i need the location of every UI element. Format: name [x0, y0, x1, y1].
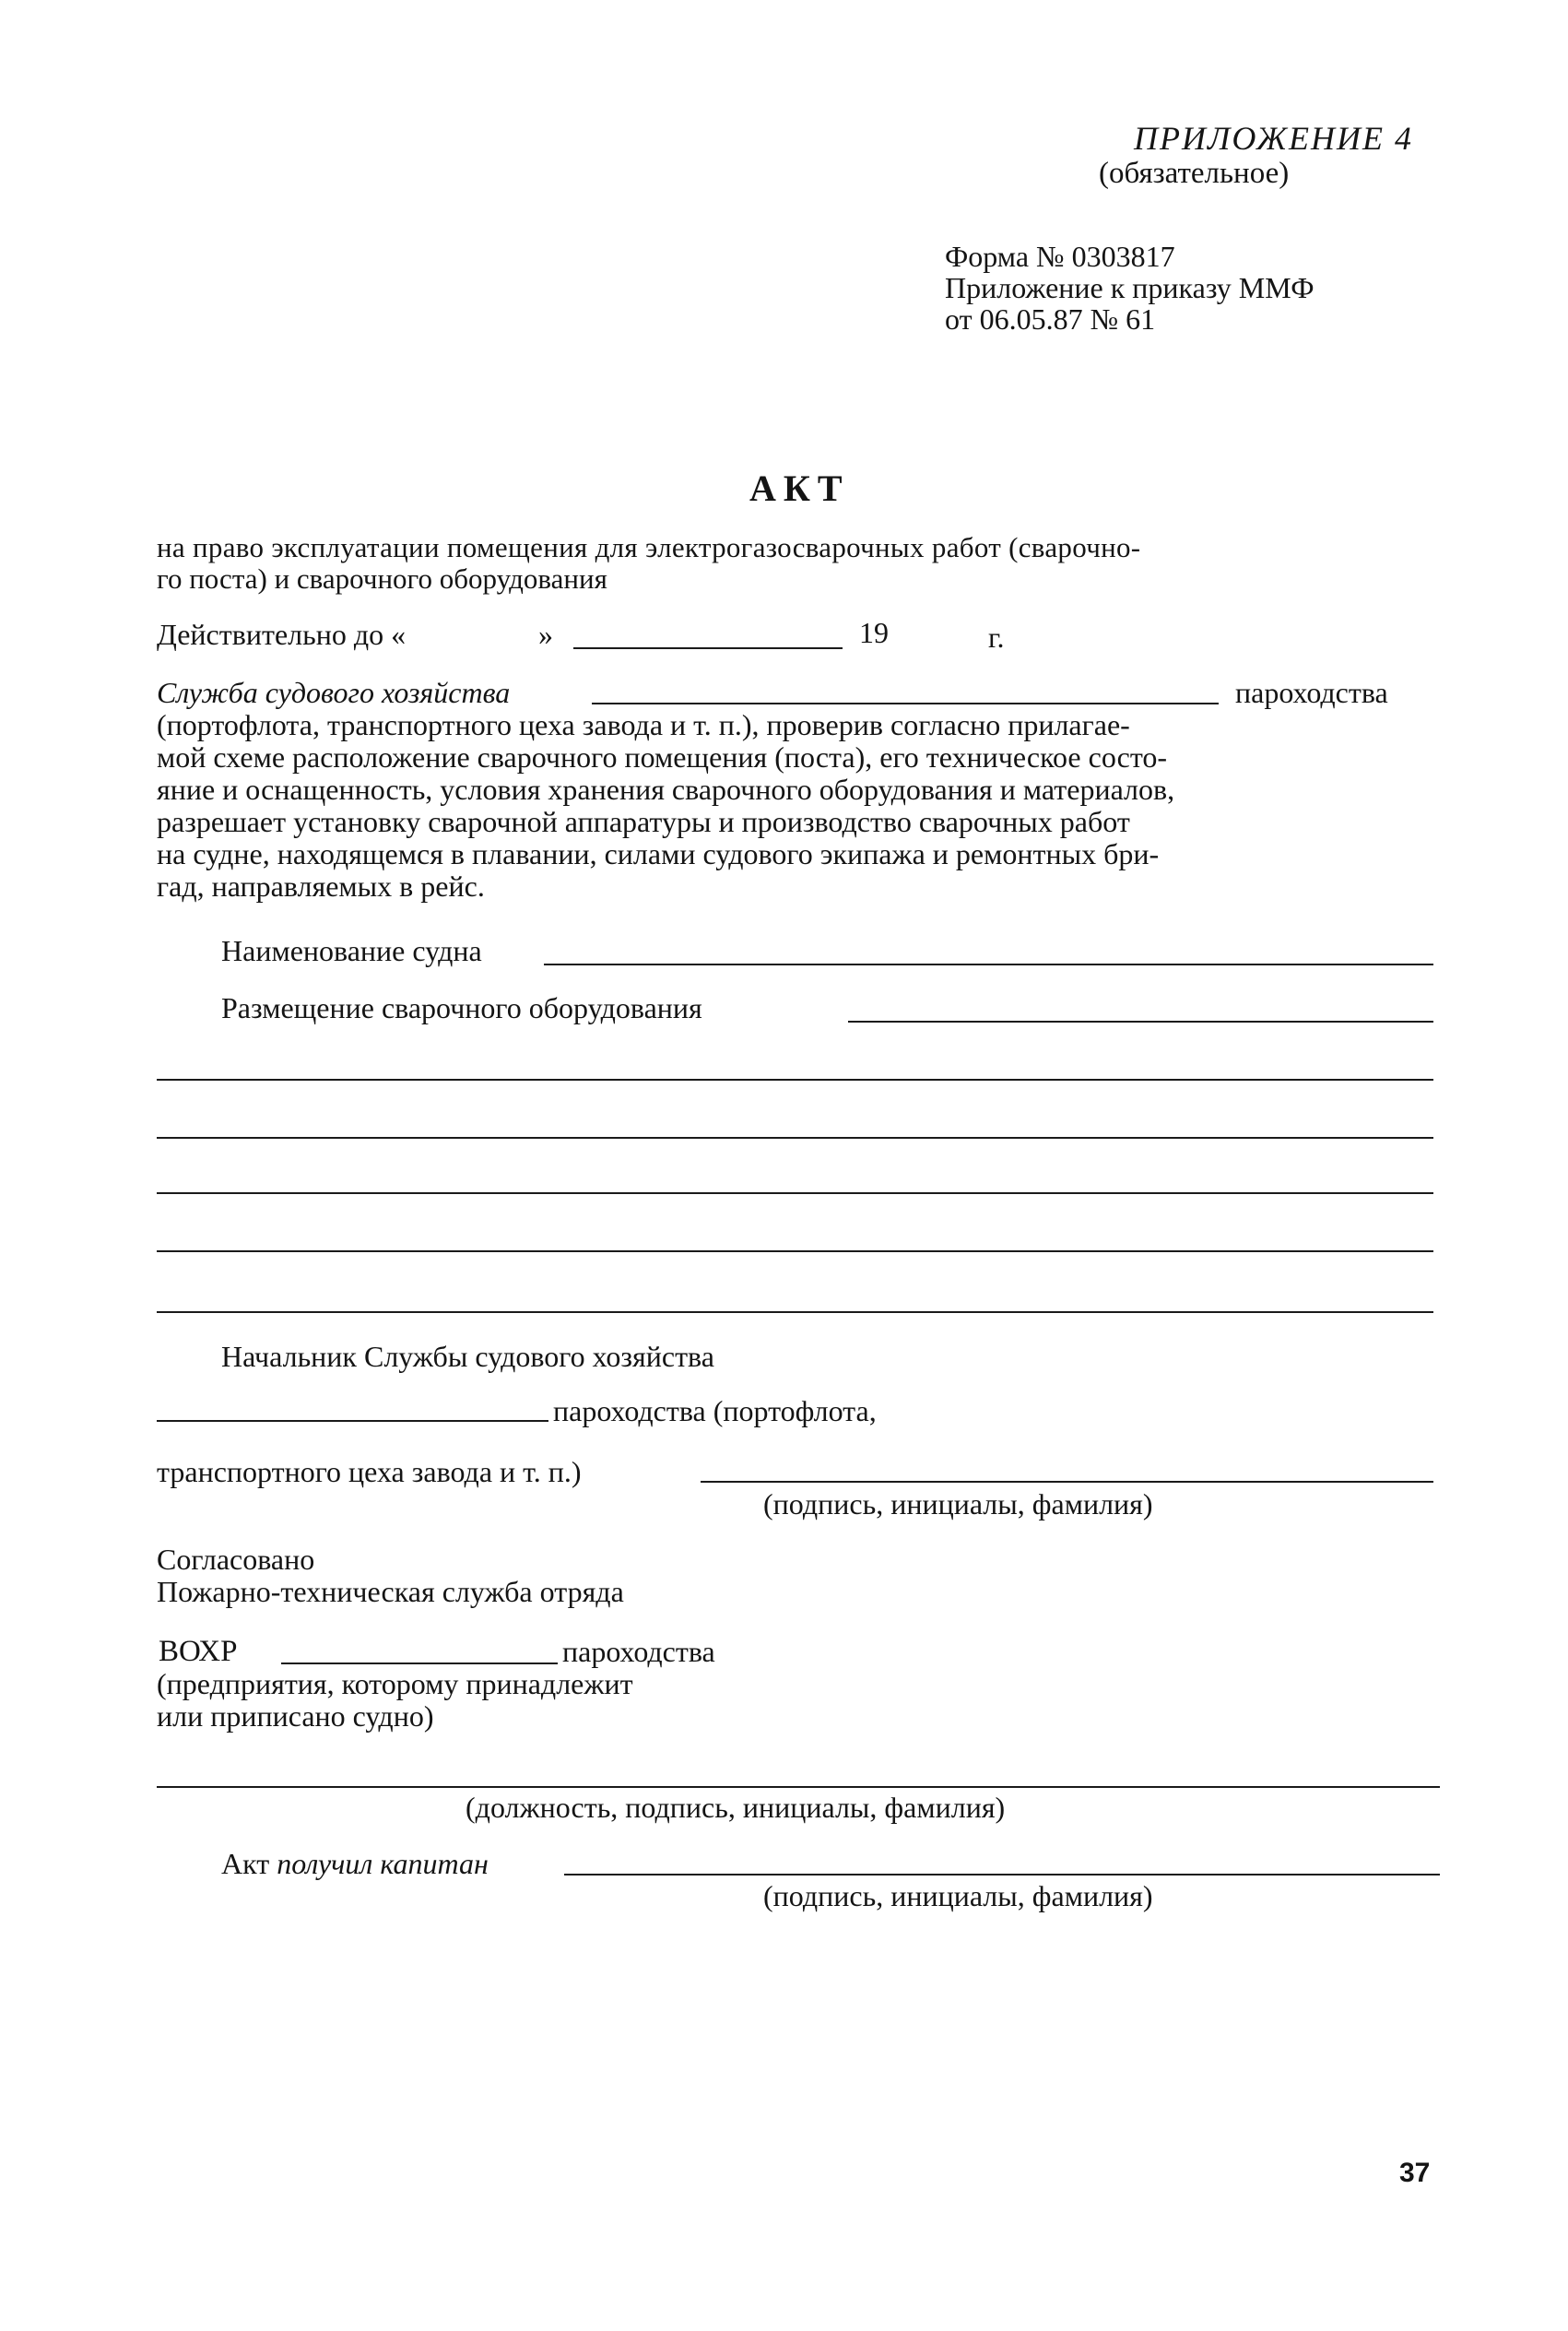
- act-subtitle-line-1: на право эксплуатации помещения для электрогазосварочных работ (сварочно-: [157, 531, 1141, 563]
- vohr-line[interactable]: [281, 1662, 558, 1664]
- agreed-label: Согласовано: [157, 1543, 315, 1576]
- fire-service-label: Пожарно-техническая служба отряда: [157, 1575, 624, 1608]
- equipment-extra-line-1[interactable]: [157, 1079, 1433, 1081]
- enterprise-line-1: (предприятия, которому принадлежит: [157, 1667, 633, 1700]
- transport-shop-label: транспортного цеха завода и т. п.): [157, 1455, 582, 1488]
- equipment-placement-line[interactable]: [848, 1021, 1433, 1023]
- equipment-extra-line-3[interactable]: [157, 1192, 1433, 1194]
- act-body-paragraph: [157, 709, 1431, 903]
- vohr-shipping: пароходства: [562, 1635, 715, 1668]
- head-signature-line[interactable]: [701, 1481, 1433, 1483]
- body-line-5: на судне, находящемся в плавании, силами судового экипажа и ремонтных бри-: [157, 837, 1160, 870]
- validity-month-line[interactable]: [573, 647, 843, 649]
- validity-quote-close: »: [538, 618, 553, 651]
- act-heading: АКТ: [749, 467, 850, 509]
- form-number: Форма № 0303817: [945, 240, 1175, 273]
- body-line-1: (портофлота, транспортного цеха завода и т. п.), проверив согласно прилагае-: [157, 708, 1130, 741]
- appendix-title: ПРИЛОЖЕНИЕ 4: [1134, 120, 1413, 157]
- head-shipping-portfleet: пароходства (портофлота,: [553, 1394, 877, 1427]
- ship-name-label: Наименование судна: [221, 934, 482, 967]
- validity-prefix: Действительно до «: [157, 618, 407, 651]
- position-caption: (должность, подпись, инициалы, фамилия): [466, 1791, 1006, 1824]
- head-signature-caption: (подпись, инициалы, фамилия): [763, 1487, 1153, 1520]
- service-name-line[interactable]: [592, 703, 1219, 704]
- validity-year-prefix: 19: [859, 616, 889, 649]
- enterprise-line-2: или приписано судно): [157, 1699, 434, 1733]
- position-signature-line[interactable]: [157, 1786, 1440, 1788]
- service-shipping-suffix: пароходства: [1235, 676, 1388, 709]
- form-date: от 06.05.87 № 61: [945, 302, 1156, 336]
- validity-year-suffix: г.: [988, 621, 1005, 654]
- equipment-placement-label: Размещение сварочного оборудования: [221, 991, 702, 1024]
- form-order: Приложение к приказу ММФ: [945, 271, 1315, 304]
- captain-signature-line[interactable]: [564, 1874, 1440, 1875]
- page-number: 37: [1399, 2158, 1431, 2188]
- body-line-3: яние и оснащенность, условия хранения сварочного оборудования и материалов,: [157, 773, 1175, 806]
- ship-name-line[interactable]: [544, 964, 1433, 965]
- captain-label-text: Акт получил капитан: [221, 1847, 489, 1880]
- captain-label: [221, 1849, 489, 1878]
- equipment-extra-line-5[interactable]: [157, 1311, 1433, 1313]
- act-subtitle-line-2: го поста) и сварочного оборудования: [157, 562, 607, 595]
- vohr-label: ВОХР: [159, 1635, 238, 1668]
- appendix-note: (обязательное): [1099, 157, 1290, 190]
- body-line-6: гад, направляемых в рейс.: [157, 870, 485, 903]
- equipment-extra-line-4[interactable]: [157, 1250, 1433, 1252]
- body-line-2: мой схеме расположение сварочного помещения (поста), его техническое состо-: [157, 740, 1168, 774]
- equipment-extra-line-2[interactable]: [157, 1137, 1433, 1139]
- head-shipping-line[interactable]: [157, 1420, 548, 1422]
- body-line-4: разрешает установку сварочной аппаратуры и производство сварочных работ: [157, 805, 1130, 838]
- service-label: Служба судового хозяйства: [157, 676, 511, 709]
- head-label: Начальник Службы судового хозяйства: [221, 1340, 714, 1373]
- captain-signature-caption: (подпись, инициалы, фамилия): [763, 1879, 1153, 1912]
